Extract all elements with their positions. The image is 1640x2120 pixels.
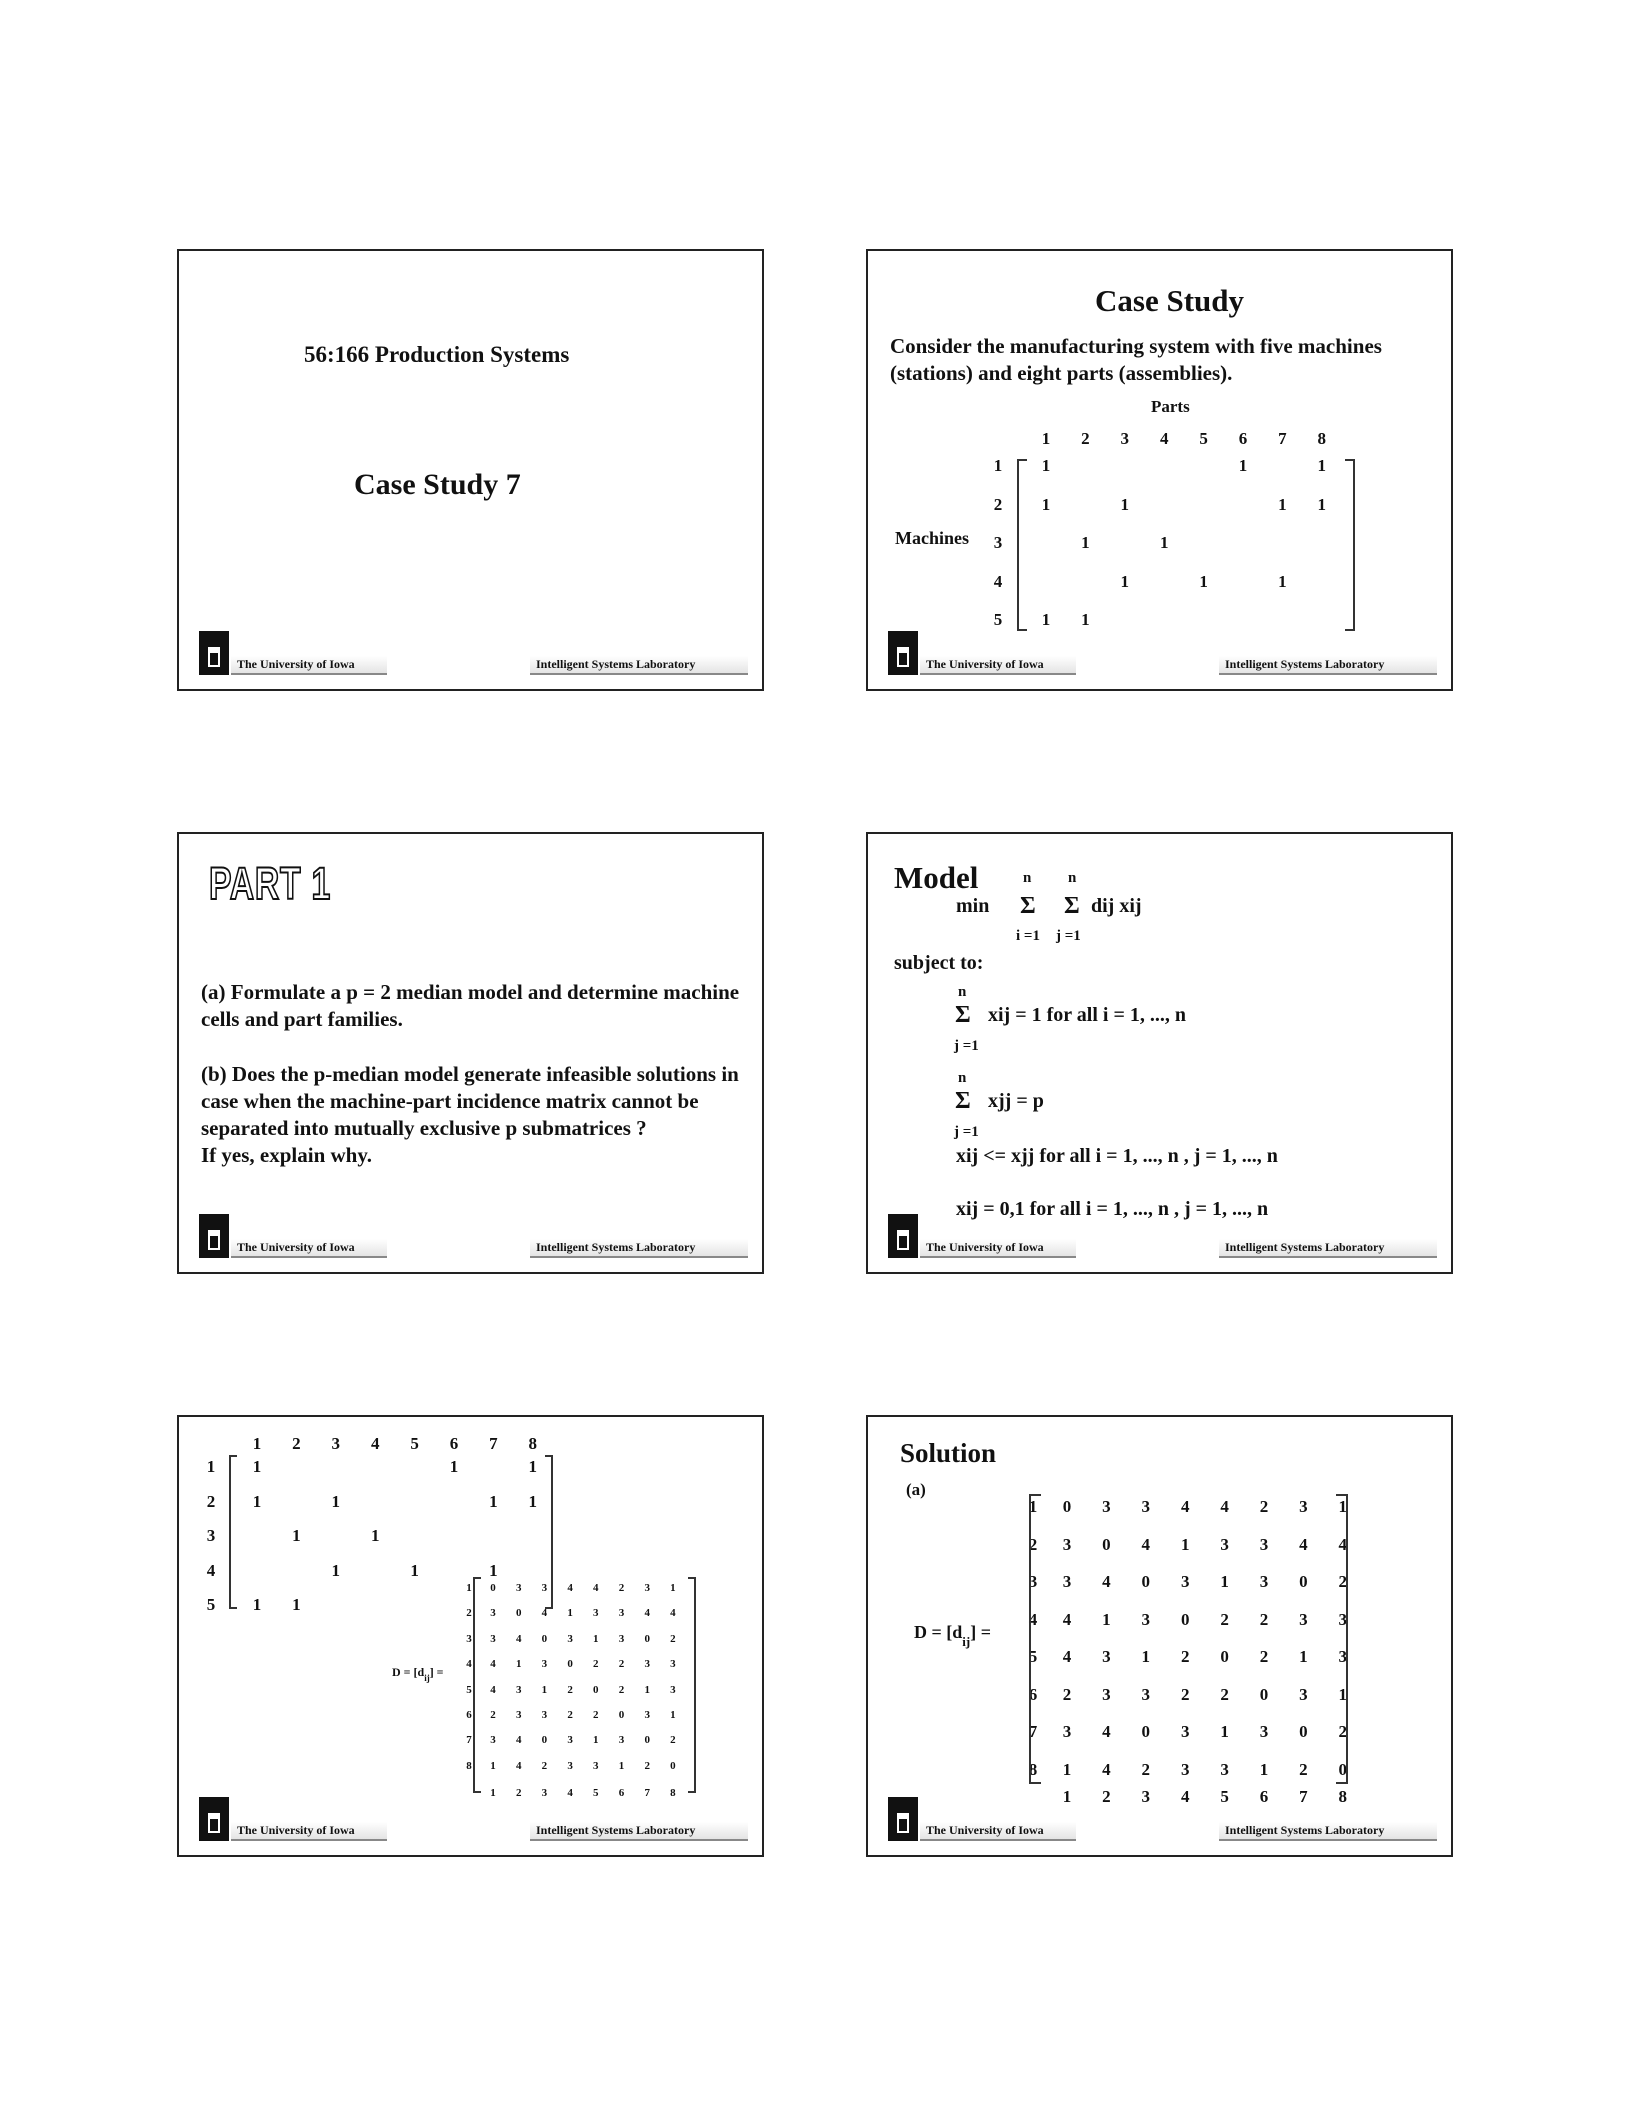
matrix-cell: 3: [490, 1734, 496, 1747]
column-header: 8: [1338, 1787, 1348, 1806]
matrix-cell: 3: [593, 1607, 599, 1620]
matrix-cell: 0: [644, 1632, 650, 1645]
sum-upper-n: n: [958, 1070, 967, 1086]
matrix-cell: 3: [1141, 1609, 1151, 1629]
matrix-cell: 0: [1259, 1684, 1269, 1704]
matrix-cell: 3: [541, 1582, 548, 1594]
machines-label: Machines: [895, 528, 969, 548]
matrix-cell: 3: [541, 1658, 548, 1671]
row-header: 3: [1028, 1572, 1038, 1591]
matrix-cell: 1: [1299, 1647, 1308, 1666]
row-header: 3: [206, 1526, 216, 1545]
column-header: 2: [292, 1434, 301, 1453]
matrix-cell: 3: [670, 1683, 676, 1696]
model-title: Model: [894, 860, 979, 895]
matrix-cell: 0: [1062, 1497, 1072, 1516]
matrix-cell: 1: [252, 1595, 262, 1614]
sum-lower-j: j =1: [954, 1038, 979, 1054]
column-header: 2: [1081, 429, 1090, 448]
row-header: 7: [1028, 1722, 1038, 1741]
matrix-cell: 1: [1220, 1572, 1229, 1591]
row-header: 2: [993, 494, 1003, 514]
row-header: 3: [993, 533, 1003, 552]
matrix-cell: 4: [490, 1658, 496, 1671]
row-header: 7: [466, 1734, 472, 1747]
matrix-cell: 0: [1141, 1722, 1151, 1741]
matrix-cell: 3: [1102, 1684, 1111, 1704]
column-header: 3: [331, 1434, 341, 1453]
matrix-cell: 0: [618, 1709, 625, 1721]
matrix-cell: 3: [1259, 1572, 1269, 1591]
matrix-cell: 3: [1220, 1759, 1229, 1779]
column-header: 3: [541, 1787, 548, 1799]
matrix-cell: 3: [644, 1658, 650, 1671]
slide-2: [866, 249, 1453, 691]
matrix-cell: 4: [567, 1582, 573, 1594]
slide-4: [866, 832, 1453, 1274]
matrix-bracket-left: [1017, 459, 1027, 631]
matrix-cell: 4: [1102, 1572, 1111, 1591]
matrix-cell: 1: [644, 1683, 650, 1696]
footer-lab: Intelligent Systems Laboratory: [1219, 1822, 1437, 1841]
column-header: 4: [567, 1787, 573, 1799]
footer-university: The University of Iowa: [231, 656, 387, 675]
slide-5: [177, 1415, 764, 1857]
column-header: 5: [1199, 429, 1208, 448]
matrix-cell: 3: [670, 1658, 676, 1671]
question-a: (a) Formulate a p = 2 median model and determine machine cells and part families.: [201, 980, 740, 1031]
matrix-cell: 3: [1299, 1497, 1308, 1516]
university-logo-icon: [199, 1797, 229, 1841]
slide-title: Case Study: [1095, 283, 1245, 318]
matrix-cell: 0: [1299, 1722, 1308, 1741]
column-header: 5: [1220, 1787, 1229, 1806]
matrix-cell: 3: [1102, 1497, 1111, 1516]
dmatrix-bracket-right: [1336, 1494, 1348, 1784]
matrix-cell: 1: [489, 1560, 498, 1580]
matrix-cell: 3: [644, 1709, 650, 1721]
objective-terms: dij xij: [1091, 895, 1142, 917]
matrix-cell: 1: [1081, 610, 1090, 629]
matrix-cell: 3: [618, 1734, 625, 1747]
matrix-cell: 2: [1062, 1684, 1072, 1704]
matrix-cell: 1: [593, 1734, 599, 1747]
matrix-cell: 0: [490, 1582, 496, 1594]
matrix-cell: 3: [1259, 1534, 1269, 1554]
matrix-cell: 2: [1180, 1684, 1190, 1704]
row-header: 8: [1028, 1759, 1038, 1779]
row-header: 4: [206, 1560, 216, 1580]
matrix-cell: 3: [1062, 1534, 1072, 1554]
matrix-cell: 4: [1141, 1534, 1151, 1554]
column-header: 7: [1278, 429, 1287, 448]
matrix-cell: 4: [644, 1607, 650, 1620]
matrix-cell: 4: [1062, 1609, 1072, 1629]
matrix-cell: 0: [1220, 1647, 1229, 1666]
row-header: 1: [993, 456, 1003, 475]
matrix-bracket-left: [229, 1455, 237, 1609]
solution-part-label: (a): [906, 1480, 926, 1499]
matrix-cell: 3: [618, 1607, 625, 1620]
column-header: 3: [1120, 429, 1130, 448]
matrix-cell: 3: [1062, 1722, 1072, 1741]
constraint-3: xij <= xjj for all i = 1, ..., n , j = 1, ..., n: [956, 1145, 1278, 1167]
matrix-cell: 1: [1278, 494, 1287, 514]
matrix-cell: 3: [1180, 1759, 1190, 1779]
matrix-cell: 1: [449, 1457, 459, 1476]
min-label: min: [956, 895, 990, 917]
matrix-cell: 0: [1180, 1609, 1190, 1629]
matrix-cell: 3: [515, 1709, 522, 1721]
matrix-cell: 1: [292, 1526, 301, 1545]
slide-3: [177, 832, 764, 1274]
matrix-cell: 1: [1238, 456, 1248, 475]
matrix-cell: 1: [489, 1491, 498, 1511]
column-header: 4: [370, 1434, 380, 1453]
matrix-cell: 3: [541, 1709, 548, 1721]
column-header: 1: [1062, 1787, 1072, 1806]
dmatrix-bracket-left: [473, 1577, 481, 1793]
matrix-cell: 1: [1041, 456, 1051, 475]
matrix-cell: 0: [644, 1734, 650, 1747]
row-header: 2: [466, 1607, 472, 1620]
footer-lab: Intelligent Systems Laboratory: [530, 1822, 748, 1841]
matrix-cell: 1: [490, 1759, 496, 1772]
matrix-cell: 1: [331, 1491, 341, 1511]
matrix-cell: 1: [1220, 1722, 1229, 1741]
column-header: 1: [1041, 429, 1051, 448]
column-header: 8: [670, 1787, 676, 1799]
matrix-cell: 1: [1278, 571, 1287, 591]
matrix-cell: 1: [528, 1457, 538, 1476]
matrix-cell: 1: [1120, 494, 1130, 514]
footer-university: The University of Iowa: [920, 656, 1076, 675]
matrix-cell: 1: [1120, 571, 1130, 591]
matrix-cell: 0: [541, 1734, 548, 1747]
constraint-1: xij = 1 for all i = 1, ..., n: [988, 1004, 1186, 1026]
matrix-cell: 3: [567, 1632, 573, 1645]
matrix-cell: 2: [1220, 1684, 1229, 1704]
matrix-cell: 2: [1180, 1647, 1190, 1666]
row-header: 8: [466, 1759, 472, 1772]
matrix-cell: 1: [541, 1683, 548, 1696]
matrix-cell: 3: [593, 1759, 599, 1772]
matrix-cell: 1: [1041, 494, 1051, 514]
matrix-cell: 3: [1299, 1684, 1308, 1704]
column-header: 5: [410, 1434, 419, 1453]
matrix-cell: 2: [618, 1658, 625, 1671]
matrix-cell: 4: [1102, 1722, 1111, 1741]
matrix-cell: 2: [490, 1709, 496, 1721]
matrix-cell: 1: [1338, 1684, 1348, 1704]
matrix-cell: 3: [1102, 1647, 1111, 1666]
matrix-cell: 0: [1102, 1534, 1111, 1554]
matrix-cell: 1: [1317, 456, 1327, 475]
sum-lower-j: j =1: [954, 1124, 979, 1140]
matrix-cell: 2: [644, 1759, 650, 1772]
matrix-cell: 3: [1299, 1609, 1308, 1629]
matrix-cell: 1: [1259, 1759, 1269, 1779]
column-header: 4: [1180, 1787, 1190, 1806]
matrix-cell: 3: [618, 1632, 625, 1645]
matrix-cell: 1: [252, 1457, 262, 1476]
sigma-symbol: Σ: [1064, 893, 1080, 919]
matrix-cell: 3: [1062, 1572, 1072, 1591]
matrix-cell: 1: [1159, 533, 1169, 552]
matrix-cell: 3: [644, 1582, 650, 1594]
column-header: 1: [490, 1787, 496, 1799]
matrix-cell: 2: [1299, 1759, 1308, 1779]
course-title: 56:166 Production Systems: [304, 342, 570, 367]
matrix-cell: 1: [1081, 533, 1090, 552]
matrix-cell: 1: [370, 1526, 380, 1545]
matrix-cell: 1: [593, 1632, 599, 1645]
footer-university: The University of Iowa: [231, 1239, 387, 1258]
solution-title: Solution: [900, 1438, 997, 1468]
matrix-cell: 1: [1102, 1609, 1111, 1629]
matrix-cell: 4: [1299, 1534, 1308, 1554]
sigma-symbol: Σ: [955, 1002, 971, 1028]
matrix-cell: 3: [490, 1607, 496, 1620]
footer-university: The University of Iowa: [231, 1822, 387, 1841]
subject-to-label: subject to:: [894, 952, 984, 974]
matrix-cell: 0: [1299, 1572, 1308, 1591]
matrix-cell: 1: [1199, 571, 1208, 591]
row-header: 5: [466, 1683, 472, 1696]
matrix-cell: 4: [490, 1683, 496, 1696]
matrix-cell: 2: [593, 1709, 599, 1721]
matrix-cell: 3: [1180, 1572, 1190, 1591]
matrix-cell: 1: [618, 1759, 625, 1772]
matrix-cell: 0: [1141, 1572, 1151, 1591]
part-heading: PART 1: [209, 858, 332, 909]
sum-upper-n: n: [1068, 870, 1077, 886]
column-header: 5: [593, 1787, 599, 1799]
slide-6: [866, 1415, 1453, 1857]
matrix-bracket-right: [1345, 459, 1355, 631]
sigma-symbol: Σ: [955, 1088, 971, 1114]
matrix-cell: 1: [1041, 610, 1051, 629]
matrix-cell: 4: [1062, 1647, 1072, 1666]
matrix-cell: 1: [515, 1658, 522, 1671]
matrix-cell: 2: [670, 1734, 676, 1747]
question-b: (b) Does the p-median model generate infeasible solutions in case when the machine-part incidence matrix cannot be separated into mutually exclusive p submatrices ?: [201, 1062, 739, 1140]
footer-lab: Intelligent Systems Laboratory: [530, 656, 748, 675]
university-logo-icon: [888, 1214, 918, 1258]
column-header: 8: [1317, 429, 1327, 448]
matrix-cell: 2: [567, 1683, 573, 1696]
matrix-cell: 1: [1338, 1497, 1348, 1516]
matrix-cell: 0: [1338, 1759, 1348, 1779]
matrix-cell: 1: [567, 1607, 573, 1620]
column-header: 2: [515, 1787, 522, 1799]
matrix-cell: 1: [528, 1491, 538, 1511]
column-header: 7: [644, 1787, 650, 1799]
matrix-cell: 1: [1180, 1534, 1190, 1554]
dmatrix-bracket-right: [688, 1577, 696, 1793]
slide-1: [177, 249, 764, 691]
matrix-cell: 0: [593, 1683, 599, 1696]
matrix-cell: 4: [515, 1734, 522, 1747]
matrix-cell: 4: [541, 1607, 548, 1620]
column-header: 2: [1102, 1787, 1111, 1806]
row-header: 6: [1028, 1684, 1038, 1704]
matrix-cell: 0: [670, 1759, 676, 1772]
sigma-symbol: Σ: [1020, 893, 1036, 919]
column-header: 4: [1159, 429, 1169, 448]
matrix-cell: 3: [515, 1582, 522, 1594]
question-b-followup: If yes, explain why.: [201, 1143, 372, 1167]
questions: [201, 979, 766, 1197]
matrix-cell: 2: [1338, 1572, 1348, 1591]
column-header: 3: [1141, 1787, 1151, 1806]
matrix-cell: 2: [593, 1658, 599, 1671]
matrix-cell: 3: [1338, 1647, 1348, 1666]
row-header: 3: [466, 1632, 472, 1645]
column-header: 6: [618, 1787, 625, 1799]
matrix-cell: 4: [515, 1759, 522, 1772]
matrix-cell: 3: [490, 1632, 496, 1645]
matrix-cell: 4: [1180, 1497, 1190, 1516]
matrix-cell: 1: [292, 1595, 301, 1614]
case-study-title: Case Study 7: [354, 468, 521, 501]
university-logo-icon: [888, 631, 918, 675]
matrix-cell: 2: [670, 1632, 676, 1645]
matrix-cell: 1: [670, 1582, 676, 1594]
matrix-cell: 3: [515, 1683, 522, 1696]
matrix-cell: 2: [1141, 1759, 1151, 1779]
constraint-4: xij = 0,1 for all i = 1, ..., n , j = 1, ..., n: [956, 1198, 1269, 1220]
matrix-cell: 3: [1259, 1722, 1269, 1741]
column-header: 6: [449, 1434, 459, 1453]
footer-lab: Intelligent Systems Laboratory: [530, 1239, 748, 1258]
matrix-cell: 4: [1102, 1759, 1111, 1779]
row-header: 1: [1028, 1497, 1038, 1516]
distance-matrix-label: $D = [d_{ij}]$ =: [914, 1622, 991, 1649]
matrix-cell: 3: [1141, 1684, 1151, 1704]
row-header: 5: [206, 1595, 216, 1614]
sum-upper-n: n: [1023, 870, 1032, 886]
row-header: 2: [1028, 1534, 1038, 1554]
column-header: 6: [1238, 429, 1248, 448]
matrix-cell: 2: [618, 1582, 625, 1594]
matrix-cell: 3: [567, 1759, 573, 1772]
matrix-cell: 2: [618, 1683, 625, 1696]
row-header: 1: [206, 1457, 216, 1476]
row-header: 4: [993, 571, 1003, 591]
matrix-cell: 3: [1338, 1609, 1348, 1629]
column-header: 7: [1299, 1787, 1308, 1806]
matrix-cell: 1: [1062, 1759, 1072, 1779]
matrix-cell: 2: [1259, 1609, 1269, 1629]
matrix-cell: 4: [1338, 1534, 1348, 1554]
distance-matrix-label: $D = [d_{ij}]$ =: [392, 1665, 444, 1683]
matrix-cell: 4: [515, 1632, 522, 1645]
matrix-cell: 0: [541, 1632, 548, 1645]
sum-lower-i: i =1: [1016, 928, 1040, 944]
matrix-cell: 1: [1317, 494, 1327, 514]
matrix-cell: 4: [670, 1607, 676, 1620]
matrix-cell: 3: [1141, 1497, 1151, 1516]
matrix-cell: 2: [1259, 1647, 1269, 1666]
sum-lower-j: j =1: [1056, 928, 1081, 944]
matrix-cell: 4: [593, 1582, 599, 1594]
matrix-cell: 1: [252, 1491, 262, 1511]
slide-text: Consider the manufacturing system with five machines (stations) and eight parts (assemblies).: [890, 334, 1382, 385]
matrix-cell: 1: [410, 1560, 419, 1580]
row-header: 2: [206, 1491, 216, 1511]
matrix-cell: 4: [1220, 1497, 1229, 1516]
matrix-cell: 2: [1338, 1722, 1348, 1741]
parts-label: Parts: [1151, 397, 1190, 416]
row-header: 5: [993, 610, 1003, 629]
matrix-cell: 2: [541, 1759, 548, 1772]
university-logo-icon: [888, 1797, 918, 1841]
matrix-cell: 1: [670, 1709, 676, 1721]
university-logo-icon: [199, 1214, 229, 1258]
university-logo-icon: [199, 631, 229, 675]
row-header: 6: [466, 1709, 472, 1721]
row-header: 4: [1028, 1609, 1038, 1629]
matrix-cell: 1: [1141, 1647, 1151, 1666]
column-header: 7: [489, 1434, 498, 1453]
matrix-cell: 3: [1180, 1722, 1190, 1741]
sum-upper-n: n: [958, 984, 967, 1000]
matrix-cell: 3: [1220, 1534, 1229, 1554]
matrix-cell: 0: [567, 1658, 573, 1671]
row-header: 5: [1028, 1647, 1038, 1666]
matrix-cell: 2: [567, 1709, 573, 1721]
row-header: 1: [466, 1582, 472, 1594]
matrix-cell: 3: [567, 1734, 573, 1747]
matrix-cell: 2: [1259, 1497, 1269, 1516]
row-header: 4: [466, 1658, 472, 1671]
column-header: 6: [1259, 1787, 1269, 1806]
matrix-cell: 2: [1220, 1609, 1229, 1629]
column-header: 1: [252, 1434, 262, 1453]
matrix-cell: 0: [515, 1607, 522, 1620]
column-header: 8: [528, 1434, 538, 1453]
footer-lab: Intelligent Systems Laboratory: [1219, 656, 1437, 675]
dmatrix-bracket-left: [1029, 1494, 1041, 1784]
footer-university: The University of Iowa: [920, 1239, 1076, 1258]
footer-lab: Intelligent Systems Laboratory: [1219, 1239, 1437, 1258]
matrix-cell: 1: [331, 1560, 341, 1580]
constraint-2: xjj = p: [988, 1090, 1044, 1112]
footer-university: The University of Iowa: [920, 1822, 1076, 1841]
